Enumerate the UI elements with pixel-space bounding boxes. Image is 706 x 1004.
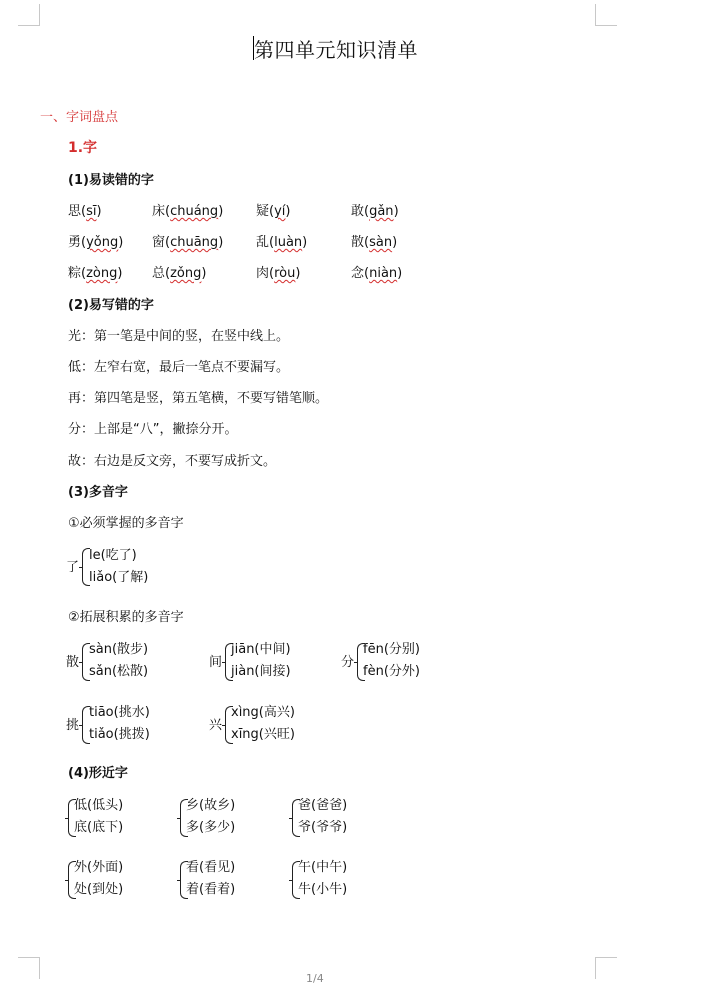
page-number: 1/4 — [306, 972, 324, 985]
polyphone-readings: fēn(分别) fèn(分外) — [363, 642, 420, 679]
similar-char-group: 爸(爸爸) 爷(爷爷) — [298, 798, 348, 835]
writing-tip: 故：右边是反文旁，不要写成折文。 — [68, 454, 277, 469]
easy-read-heading: (1)易读错的字 — [68, 173, 154, 188]
similar-char-group: 看(看见) 着(看着) — [186, 860, 236, 897]
page-corner-mark — [595, 957, 617, 979]
extended-label: ②拓展积累的多音字 — [68, 610, 184, 625]
writing-tip: 低：左窄右宽，最后一笔点不要漏写。 — [68, 360, 290, 375]
writing-tip: 分：上部是“八”，撇捺分开。 — [68, 422, 238, 437]
polyphone-readings: xìng(高兴) xīng(兴旺) — [231, 705, 295, 742]
char-pinyin-item: 散(sàn) — [351, 235, 398, 250]
char-pinyin-item: 粽(zòng) — [68, 266, 123, 281]
easy-write-heading: (2)易写错的字 — [68, 298, 154, 313]
similar-char-group: 午(中午) 牛(小牛) — [298, 860, 348, 897]
char-pinyin-item: 思(sī) — [68, 204, 102, 219]
char-pinyin-item: 敢(gǎn) — [351, 204, 399, 219]
char-pinyin-item: 念(niàn) — [351, 266, 403, 281]
polyphone-char: 挑 — [66, 718, 80, 733]
polyphone-readings: sàn(散步) sǎn(松散) — [89, 642, 149, 679]
similar-chars-heading: (4)形近字 — [68, 766, 128, 781]
char-pinyin-item: 勇(yǒng) — [68, 235, 124, 250]
similar-char-group: 低(低头) 底(底下) — [74, 798, 124, 835]
polyphone-readings: tiāo(挑水) tiǎo(挑拨) — [89, 705, 150, 742]
polyphone-char: 分 — [341, 655, 355, 670]
char-pinyin-item: 窗(chuāng) — [152, 235, 224, 250]
char-pinyin-item: 疑(yí) — [256, 204, 291, 219]
page-corner-mark — [595, 4, 617, 26]
writing-tip: 再：第四笔是竖，第五笔横，不要写错笔顺。 — [68, 391, 329, 406]
polyphone-char: 了 — [66, 560, 80, 575]
polyphone-char: 兴 — [209, 718, 223, 733]
page-corner-mark — [18, 957, 40, 979]
char-pinyin-item: 床(chuáng) — [152, 204, 224, 219]
polyphone-readings: le(吃了) liǎo(了解) — [89, 548, 149, 585]
subsection-heading: 1.字 — [68, 140, 98, 156]
writing-tip: 光：第一笔是中间的竖，在竖中线上。 — [68, 329, 290, 344]
similar-char-group: 乡(故乡) 多(多少) — [186, 798, 236, 835]
must-know-label: ①必须掌握的多音字 — [68, 516, 184, 531]
polyphone-readings: jiān(中间) jiàn(间接) — [231, 642, 291, 679]
page-title: 第四单元知识清单 — [254, 38, 418, 62]
polyphone-heading: (3)多音字 — [68, 485, 128, 500]
char-pinyin-item: 乱(luàn) — [256, 235, 308, 250]
similar-char-group: 外(外面) 处(到处) — [74, 860, 124, 897]
char-pinyin-item: 肉(ròu) — [256, 266, 301, 281]
section-heading: 一、字词盘点 — [40, 110, 119, 125]
page-corner-mark — [18, 4, 40, 26]
char-pinyin-item: 总(zǒng) — [152, 266, 207, 281]
polyphone-char: 间 — [209, 655, 223, 670]
polyphone-char: 散 — [66, 655, 80, 670]
